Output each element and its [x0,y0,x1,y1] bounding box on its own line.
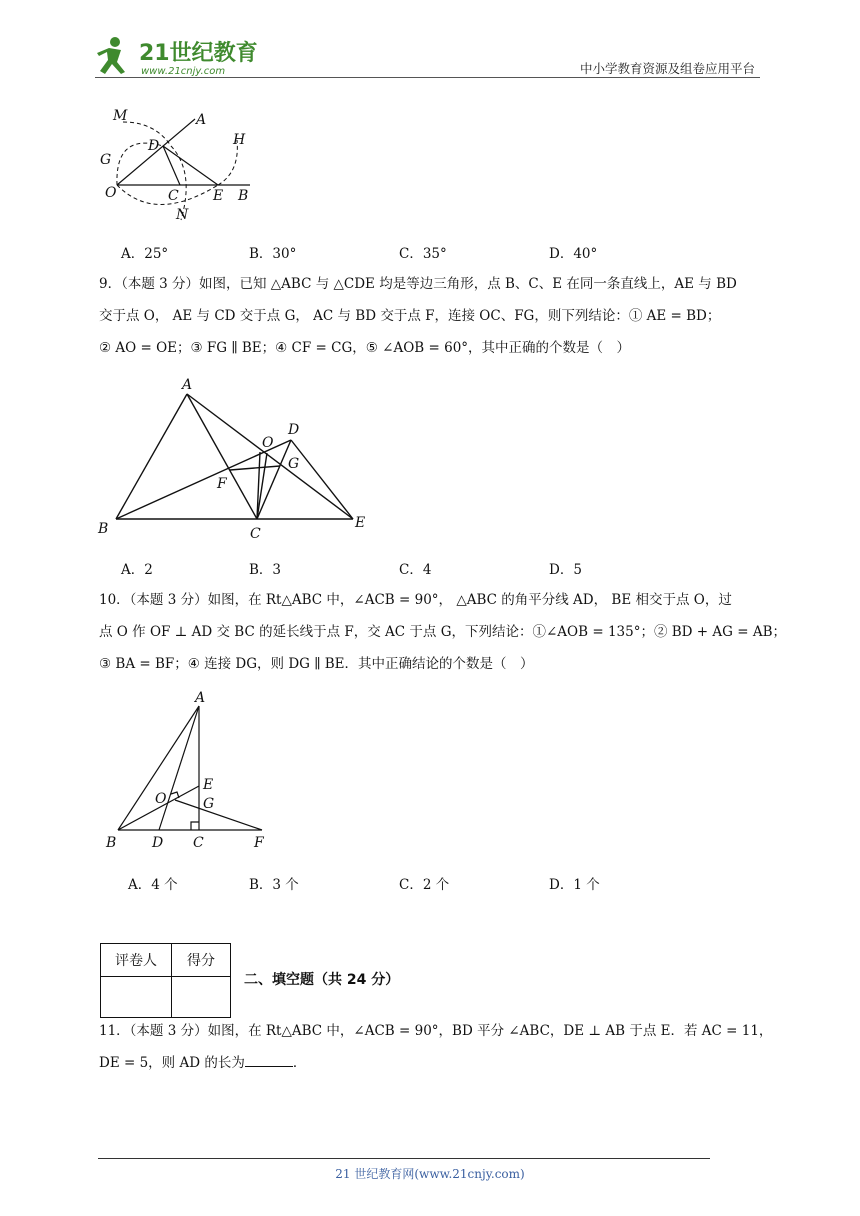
q9-figure [95,372,385,542]
q8-options [0,242,860,262]
q9-label-g: G [288,456,300,472]
q9-label-a: A [182,377,193,393]
q10-text [99,584,786,680]
q10-line-1: 10．（本题 3 分）如图，在 Rt△ABC 中，∠ACB = 90°， △ABC 的角平分线 AD， BE 相交于点 O，过 [99,592,732,608]
q10-option-d[interactable]: D．1 个 [549,877,600,893]
q8-option-d[interactable]: D．40° [549,246,598,262]
q9-label-e: E [355,515,366,531]
reviewer-cell[interactable] [101,977,172,1018]
q10-label-o: O [155,791,167,807]
q8-label-o: O [105,185,117,201]
q8-label-m: M [113,108,128,124]
q9-option-c[interactable]: C．4 [399,562,432,578]
reviewer-header: 评卷人 [101,944,172,977]
header-rule [95,77,760,78]
q8-label-g: G [100,152,112,168]
q9-option-a[interactable]: A．2 [121,562,153,578]
q9-label-o: O [262,435,274,451]
logo-url-text: www.21cnjy.com [141,66,226,77]
score-table [100,943,231,1018]
header-platform-text: 中小学教育资源及组卷应用平台 [579,61,755,76]
q10-label-c: C [193,835,204,851]
q9-line-3: ② AO = OE；③ FG ∥ BE；④ CF = CG，⑤ ∠AOB = 60°，其中正确的个数是（ ） [99,340,631,356]
q11-line-1: 11．（本题 3 分）如图，在 Rt△ABC 中，∠ACB = 90°，BD 平分 ∠ABC，DE ⊥ AB 于点 E．若 AC = 11， [99,1023,773,1039]
q11-text [99,1015,772,1079]
q10-option-b[interactable]: B．3 个 [249,877,299,893]
q9-text [99,268,737,364]
q9-line-1: 9．（本题 3 分）如图，已知 △ABC 与 △CDE 均是等边三角形，点 B、C、E 在同一条直线上，AE 与 BD [99,276,737,292]
q11-line-2-end: ． [292,1055,307,1071]
footer-text[interactable]: 21 世纪教育网(www.21cnjy.com) [335,1167,525,1181]
q10-label-d: D [152,835,164,851]
q10-label-a: A [195,690,206,706]
q10-label-g: G [203,796,215,812]
q11-line-2 [99,1047,772,1079]
q8-label-a: A [196,112,207,128]
q9-options [0,558,860,578]
runner-icon [97,37,125,74]
q8-label-b: B [238,188,249,204]
q10-label-e: E [203,777,214,793]
q9-label-c: C [250,526,261,542]
q10-options [0,873,860,893]
q9-line-2: 交于点 O， AE 与 CD 交于点 G， AC 与 BD 交于点 F，连接 OC、FG，则下列结论：① AE = BD； [99,308,721,324]
q10-option-c[interactable]: C．2 个 [399,877,450,893]
q8-label-c: C [168,188,179,204]
q8-figure [95,102,260,227]
q8-label-n: N [176,207,189,223]
q10-line-3: ③ BA = BF；④ 连接 DG，则 DG ∥ BE．其中正确结论的个数是（ ） [99,656,534,672]
q8-option-a[interactable]: A．25° [121,246,169,262]
q8-label-d: D [148,138,160,154]
q8-label-e: E [213,188,224,204]
q8-option-b[interactable]: B．30° [249,246,297,262]
q10-label-b: B [106,835,117,851]
q10-figure [100,690,275,855]
q9-option-b[interactable]: B．3 [249,562,282,578]
q10-label-f: F [254,835,264,851]
q10-line-2: 点 O 作 OF ⊥ AD 交 BC 的延长线于点 F，交 AC 于点 G，下列结论：①∠AOB = 135°；② BD + AG = AB； [99,624,786,640]
q10-option-a[interactable]: A．4 个 [128,877,178,893]
site-logo [95,34,265,80]
score-cell[interactable] [172,977,231,1018]
q9-label-d: D [288,422,300,438]
section-2-title: 二、填空题（共 24 分） [244,972,400,988]
q9-label-b: B [98,521,109,537]
score-header: 得分 [172,944,231,977]
q9-label-f: F [217,476,227,492]
q8-label-h: H [233,132,246,148]
q9-option-d[interactable]: D．5 [549,562,582,578]
q11-answer-blank[interactable] [245,1052,293,1067]
logo-main-text: 21世纪教育 [139,41,258,66]
footer-rule [98,1158,710,1159]
q8-option-c[interactable]: C．35° [399,246,447,262]
q11-line-2-text: DE = 5，则 AD 的长为 [99,1055,245,1071]
